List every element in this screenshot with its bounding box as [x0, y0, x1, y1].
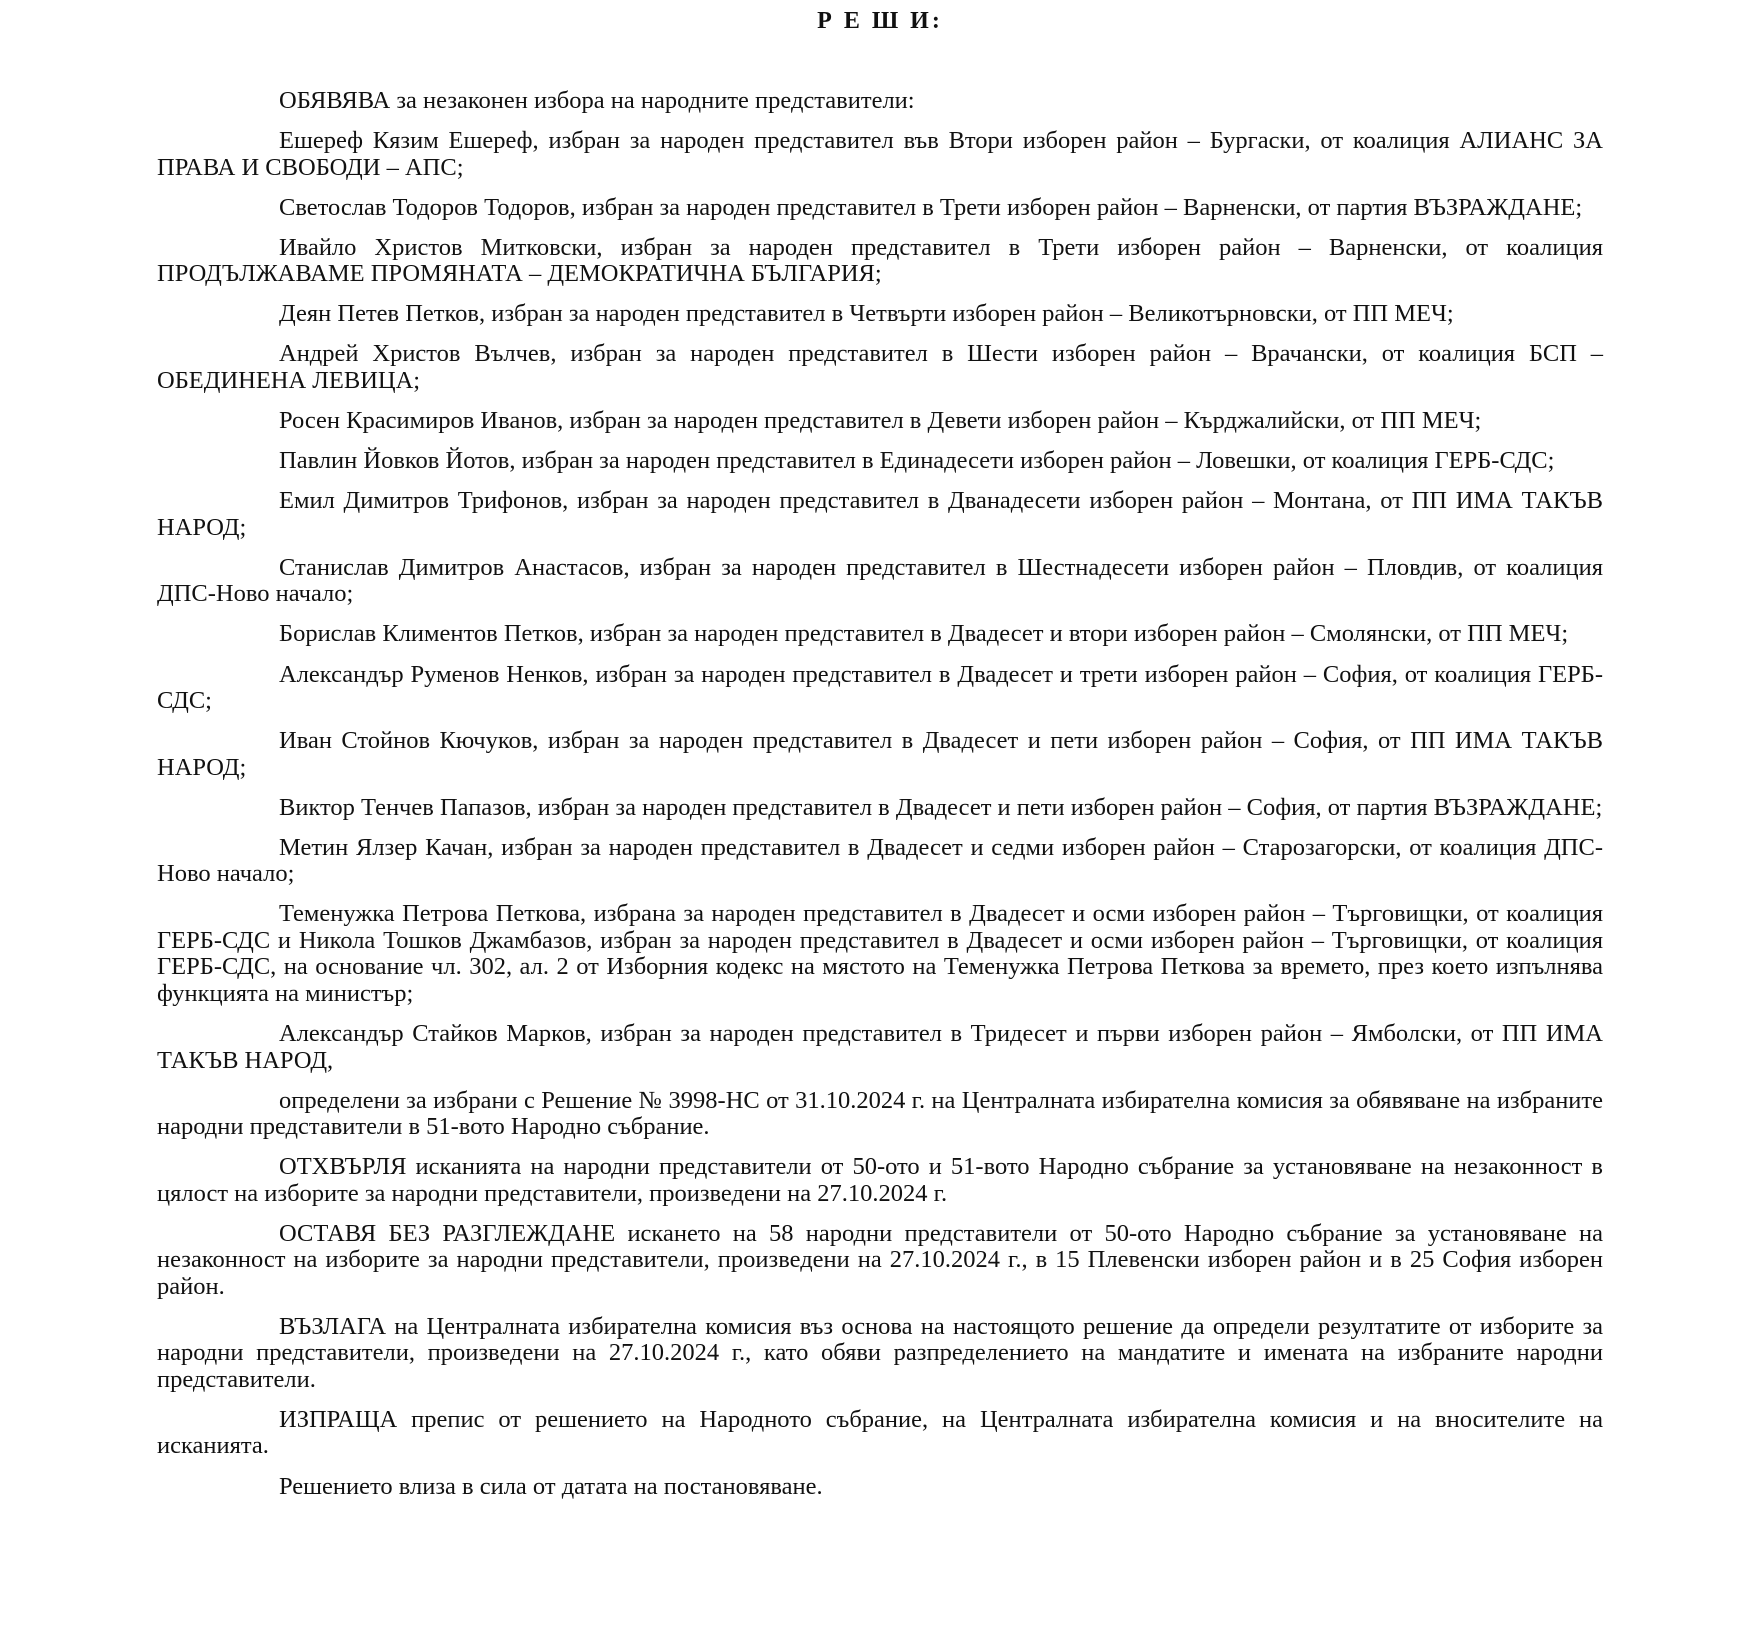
paragraph-effective: Решението влиза в сила от датата на постановяване. [279, 1472, 823, 1500]
paragraph-representative: Борислав Климентов Петков, избран за народен представител в Двадесет и втори изборен район – Смолянски, от ПП МЕЧ; [279, 620, 1569, 648]
paragraph-representative: Александър Стайков Марков, избран за народен представител в Тридесет и първи изборен район – Ямболски, от ПП ИМА ТАКЪВ НАРОД, [157, 1020, 1603, 1074]
paragraph-declares: ОБЯВЯВА за незаконен избора на народните представители: [279, 87, 915, 114]
paragraph-determined: определени за избрани с Решение № 3998-НС от 31.10.2024 г. на Централната избирателна комисия за обявяване на избраните народни представители в 51-вото Народно събрание. [157, 1086, 1603, 1141]
paragraph-sends: ИЗПРАЩА препис от решението на Народното събрание, на Централната избирателна комисия и на вносителите на исканията. [157, 1405, 1603, 1460]
paragraph-representative: Росен Красимиров Иванов, избран за народен представител в Девети изборен район – Кърджалийски, от ПП МЕЧ; [279, 407, 1482, 435]
paragraph-representative: Виктор Тенчев Папазов, избран за народен представител в Двадесет и пети изборен район – София, от партия ВЪЗРАЖДАНЕ; [279, 793, 1603, 821]
paragraph-representative: Метин Ялзер Качан, избран за народен представител в Двадесет и седми изборен район – Старозагорски, от коалиция ДПС-Ново начало; [157, 833, 1603, 888]
decision-heading: Р Е Ш И: [817, 8, 943, 34]
paragraph-representative: Андрей Христов Вълчев, избран за народен представител в Шести изборен район – Врачански, от коалиция БСП – ОБЕДИНЕНА ЛЕВИЦА; [157, 340, 1603, 394]
paragraph-representative: Емил Димитров Трифонов, избран за народен представител в Дванадесети изборен район – Монтана, от ПП ИМА ТАКЪВ НАРОД; [157, 487, 1603, 541]
paragraph-representative: Станислав Димитров Анастасов, избран за народен представител в Шестнадесети изборен район – Пловдив, от коалиция ДПС-Ново начало; [157, 553, 1603, 608]
paragraph-rejects: ОТХВЪРЛЯ исканията на народни представители от 50-ото и 51-вото Народно събрание за установяване на незаконност в цялост на изборите за народни представители, произведени на 27.10.2024 г. [157, 1153, 1603, 1207]
paragraph-representative: Ивайло Христов Митковски, избран за народен представител в Трети изборен район – Варненски, от коалиция ПРОДЪЛЖАВАМЕ ПРОМЯНАТА – ДЕМОКРАТИЧНА БЪЛГАРИЯ; [157, 233, 1603, 288]
document-page [157, 0, 1603, 1514]
paragraph-representative: Александър Руменов Ненков, избран за народен представител в Двадесет и трети изборен район – София, от коалиция ГЕРБ-СДС; [157, 660, 1603, 715]
paragraph-representative: Светослав Тодоров Тодоров, избран за народен представител в Трети изборен район – Варненски, от партия ВЪЗРАЖДАНЕ; [279, 193, 1583, 221]
paragraph-representative: Ешереф Кязим Ешереф, избран за народен представител във Втори изборен район – Бургаски, от коалиция АЛИАНС ЗА ПРАВА И СВОБОДИ – АПС; [157, 127, 1603, 181]
paragraph-representative: Теменужка Петрова Петкова, избрана за народен представител в Двадесет и осми изборен район – Търговищки, от коалиция ГЕРБ-СДС и Никола Тошков Джамбазов, избран за народен представител в Двадесет и осми изборен район – Търговищки, от коалиция ГЕРБ-СДС, на основание чл. 302, ал. 2 от Изборния кодекс на мястото на Теменужка Петрова Петкова за времето, през което изпълнява функцията на министър; [157, 900, 1603, 1007]
paragraph-representative: Деян Петев Петков, избран за народен представител в Четвърти изборен район – Великотърновски, от ПП МЕЧ; [279, 300, 1454, 328]
paragraph-representative: Павлин Йовков Йотов, избран за народен представител в Единадесети изборен район – Ловешки, от коалиция ГЕРБ-СДС; [279, 447, 1555, 475]
paragraph-assigns: ВЪЗЛАГА на Централната избирателна комисия въз основа на настоящото решение да определи резултатите от изборите за народни представители, произведени на 27.10.2024 г., като обяви разпределението на мандатите и имената на избраните народни представители. [157, 1312, 1603, 1393]
paragraph-leaves-unconsidered: ОСТАВЯ БЕЗ РАЗГЛЕЖДАНЕ искането на 58 народни представители от 50-ото Народно събрание за установяване на незаконност на изборите за народни представители, произведени на 27.10.2024 г., в 15 Плевенски изборен район и в 25 София изборен район. [157, 1219, 1603, 1300]
paragraph-representative: Иван Стойнов Кючуков, избран за народен представител в Двадесет и пети изборен район – София, от ПП ИМА ТАКЪВ НАРОД; [157, 727, 1603, 781]
